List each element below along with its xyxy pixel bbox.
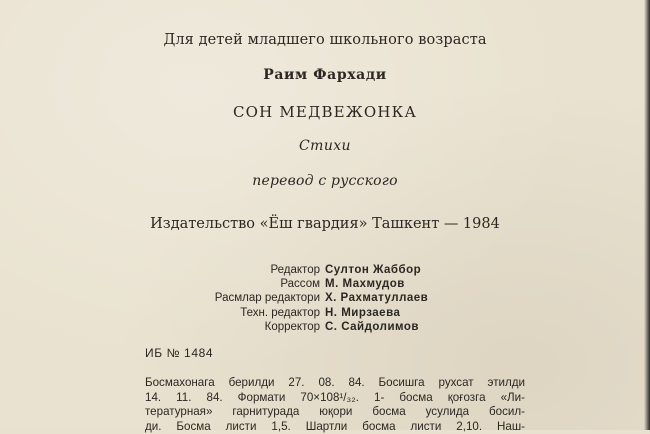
credit-name: Н. Мирзаева bbox=[325, 306, 400, 320]
translation-note: перевод с русского bbox=[0, 173, 650, 189]
imprint-block bbox=[145, 376, 525, 434]
publisher-line: Издательство «Ёш гвардия» Ташкент — 1984 bbox=[0, 216, 650, 232]
credits-block bbox=[0, 263, 650, 334]
book-title: СОН МЕДВЕЖОНКА bbox=[0, 103, 650, 121]
author-name: Раим Фархади bbox=[0, 67, 650, 83]
credit-name: С. Сайдолимов bbox=[325, 320, 419, 334]
imprint-line: тературная» гарнитурада юқори босма усулида босил- bbox=[145, 405, 525, 420]
credit-row bbox=[0, 277, 650, 291]
imprint-line: ди. Босма листи 1,5. Шартли босма листи 2,10. Наш- bbox=[145, 420, 525, 434]
credit-row bbox=[0, 263, 650, 277]
credit-name: Султон Жаббор bbox=[325, 263, 421, 277]
page-edge-shadow bbox=[644, 0, 650, 430]
ib-number: ИБ № 1484 bbox=[145, 346, 213, 360]
credit-role: Редактор bbox=[0, 263, 325, 277]
credit-row bbox=[0, 320, 650, 334]
credit-role: Рассом bbox=[0, 277, 325, 291]
genre-label: Стихи bbox=[0, 138, 650, 154]
credit-row bbox=[0, 306, 650, 320]
credit-role: Техн. редактор bbox=[0, 306, 325, 320]
credit-row bbox=[0, 291, 650, 305]
credit-role: Корректор bbox=[0, 320, 325, 334]
credit-name: Х. Рахматуллаев bbox=[325, 291, 428, 305]
audience-note: Для детей младшего школьного возраста bbox=[0, 32, 650, 48]
credit-role: Расмлар редактори bbox=[0, 291, 325, 305]
imprint-line: 14. 11. 84. Формати 70×108¹/₃₂. 1- босма қоғозга «Ли- bbox=[145, 391, 525, 406]
credit-name: М. Махмудов bbox=[325, 277, 405, 291]
imprint-line: Босмахонага берилди 27. 08. 84. Босишга рухсат этилди bbox=[145, 376, 525, 391]
